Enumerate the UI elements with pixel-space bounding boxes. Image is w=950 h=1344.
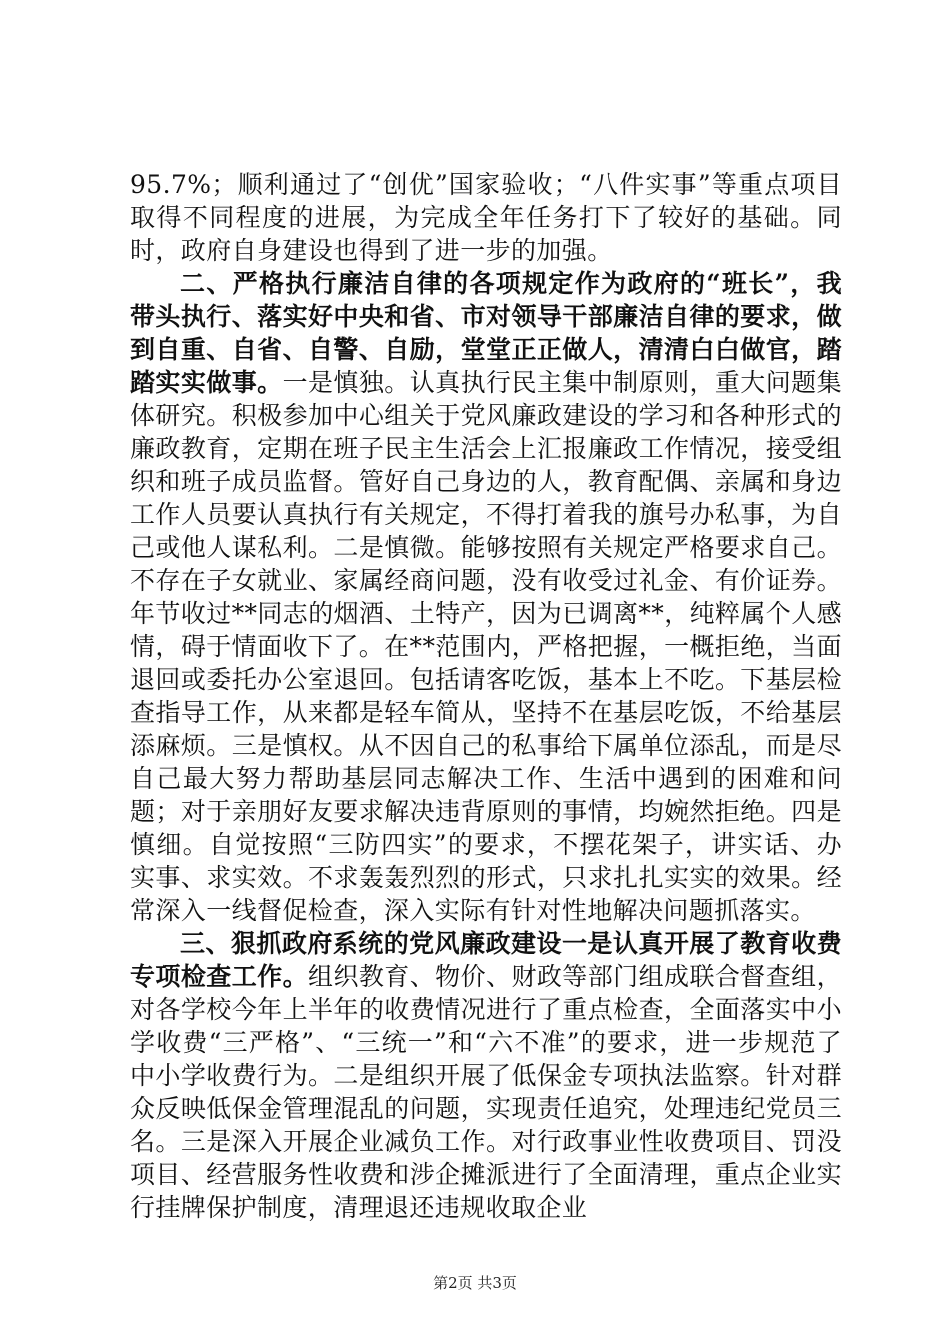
paragraph-3	[130, 927, 842, 1224]
paragraph-1	[130, 168, 842, 267]
paragraph-1-body: 95.7%；顺利通过了“创优”国家验收；“八件实事”等重点项目取得不同程度的进展，为完成全年任务打下了较好的基础。同时，政府自身建设也得到了进一步的加强。	[130, 170, 842, 265]
paragraph-2-lead: 二、严格执行廉洁自律的各项规定作为政府的“班长”，我带头执行、落实好中央和省、市对领导干部廉洁自律的要求，做到自重、自省、自警、自励，堂堂正正做人，清清白白做官，踏踏实实做事。	[130, 269, 842, 397]
page-number-label: 第2页 共3页	[433, 1274, 517, 1292]
paragraph-3-body: 组织教育、物价、财政等部门组成联合督查组，对各学校今年上半年的收费情况进行了重点检查，全面落实中小学收费“三严格”、“三统一”和“六不准”的要求，进一步规范了中小学收费行为。二是组织开展了低保金专项执法监察。针对群众反映低保金管理混乱的问题，实现责任追究，处理违纪党员三名。三是深入开展企业减负工作。对行政事业性收费项目、罚没项目、经营服务性收费和涉企摊派进行了全面清理，重点企业实行挂牌保护制度，清理退还违规收取企业	[130, 962, 842, 1222]
page-footer	[0, 1272, 950, 1293]
paragraph-2-body: 一是慎独。认真执行民主集中制原则，重大问题集体研究。积极参加中心组关于党风廉政建设的学习和各种形式的廉政教育，定期在班子民主生活会上汇报廉政工作情况，接受组织和班子成员监督。管好自己身边的人，教育配偶、亲属和身边工作人员要认真执行有关规定，不得打着我的旗号办私事，为自己或他人谋私利。二是慎微。能够按照有关规定严格要求自己。不存在子女就业、家属经商问题，没有收受过礼金、有价证券。年节收过**同志的烟酒、土特产，因为已调离**，纯粹属个人感情，碍于情面收下了。在**范围内，严格把握，一概拒绝，当面退回或委托办公室退回。包括请客吃饭，基本上不吃。下基层检查指导工作，从来都是轻车简从，坚持不在基层吃饭，不给基层添麻烦。三是慎权。从不因自己的私事给下属单位添乱，而是尽自己最大努力帮助基层同志解决工作、生活中遇到的困难和问题；对于亲朋好友要求解决违背原则的事情，均婉然拒绝。四是慎细。自觉按照“三防四实”的要求，不摆花架子，讲实话、办实事、求实效。不求轰轰烈烈的形式，只求扎扎实实的效果。经常深入一线督促检查，深入实际有针对性地解决问题抓落实。	[130, 368, 843, 925]
paragraph-3-lead: 三、狠抓政府系统的党风廉政建设一是认真开展了教育收费专项检查工作。	[130, 929, 842, 991]
document-body	[130, 168, 842, 1224]
paragraph-2	[130, 267, 842, 927]
